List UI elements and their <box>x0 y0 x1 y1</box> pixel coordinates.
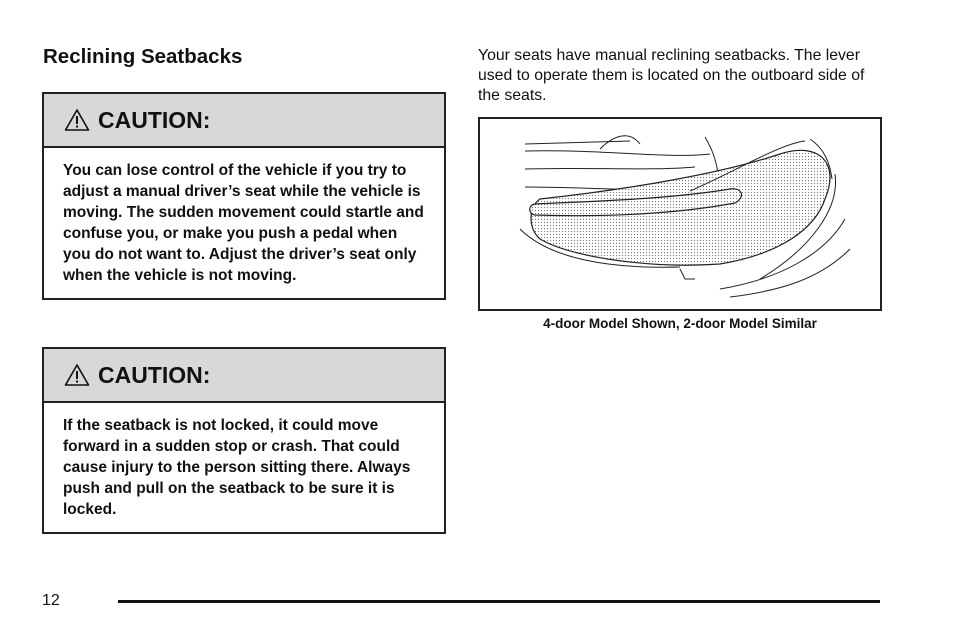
warning-triangle-icon <box>64 363 90 387</box>
page-number: 12 <box>42 592 60 609</box>
footer-rule <box>118 600 880 603</box>
intro-paragraph: Your seats have manual reclining seatbacks. The lever used to operate them is located on the outboard side of the seats. <box>478 47 865 104</box>
caution-box-1 <box>42 92 446 300</box>
caution-header <box>44 94 444 148</box>
caution-header <box>44 349 444 403</box>
caution-box-2 <box>42 347 446 534</box>
seat-lever-illustration <box>478 117 882 311</box>
caution-title: CAUTION: <box>98 106 211 133</box>
caution-title: CAUTION: <box>98 361 211 388</box>
warning-triangle-icon <box>64 108 90 132</box>
section-heading: Reclining Seatbacks <box>43 45 243 68</box>
seat-lever-drawing <box>480 119 880 309</box>
figure-caption: 4-door Model Shown, 2-door Model Similar <box>543 316 817 331</box>
caution-text: You can lose control of the vehicle if you try to adjust a manual driver’s seat while the vehicle is moving. The sudden movement could startle and confuse you, or make you push a pedal when you do not want to. Adjust the driver’s seat only when the vehicle is not moving. <box>63 162 424 284</box>
caution-text: If the seatback is not locked, it could move forward in a sudden stop or crash. That could cause injury to the person sitting there. Always push and pull on the seatback to be sure it is locked. <box>63 417 411 518</box>
